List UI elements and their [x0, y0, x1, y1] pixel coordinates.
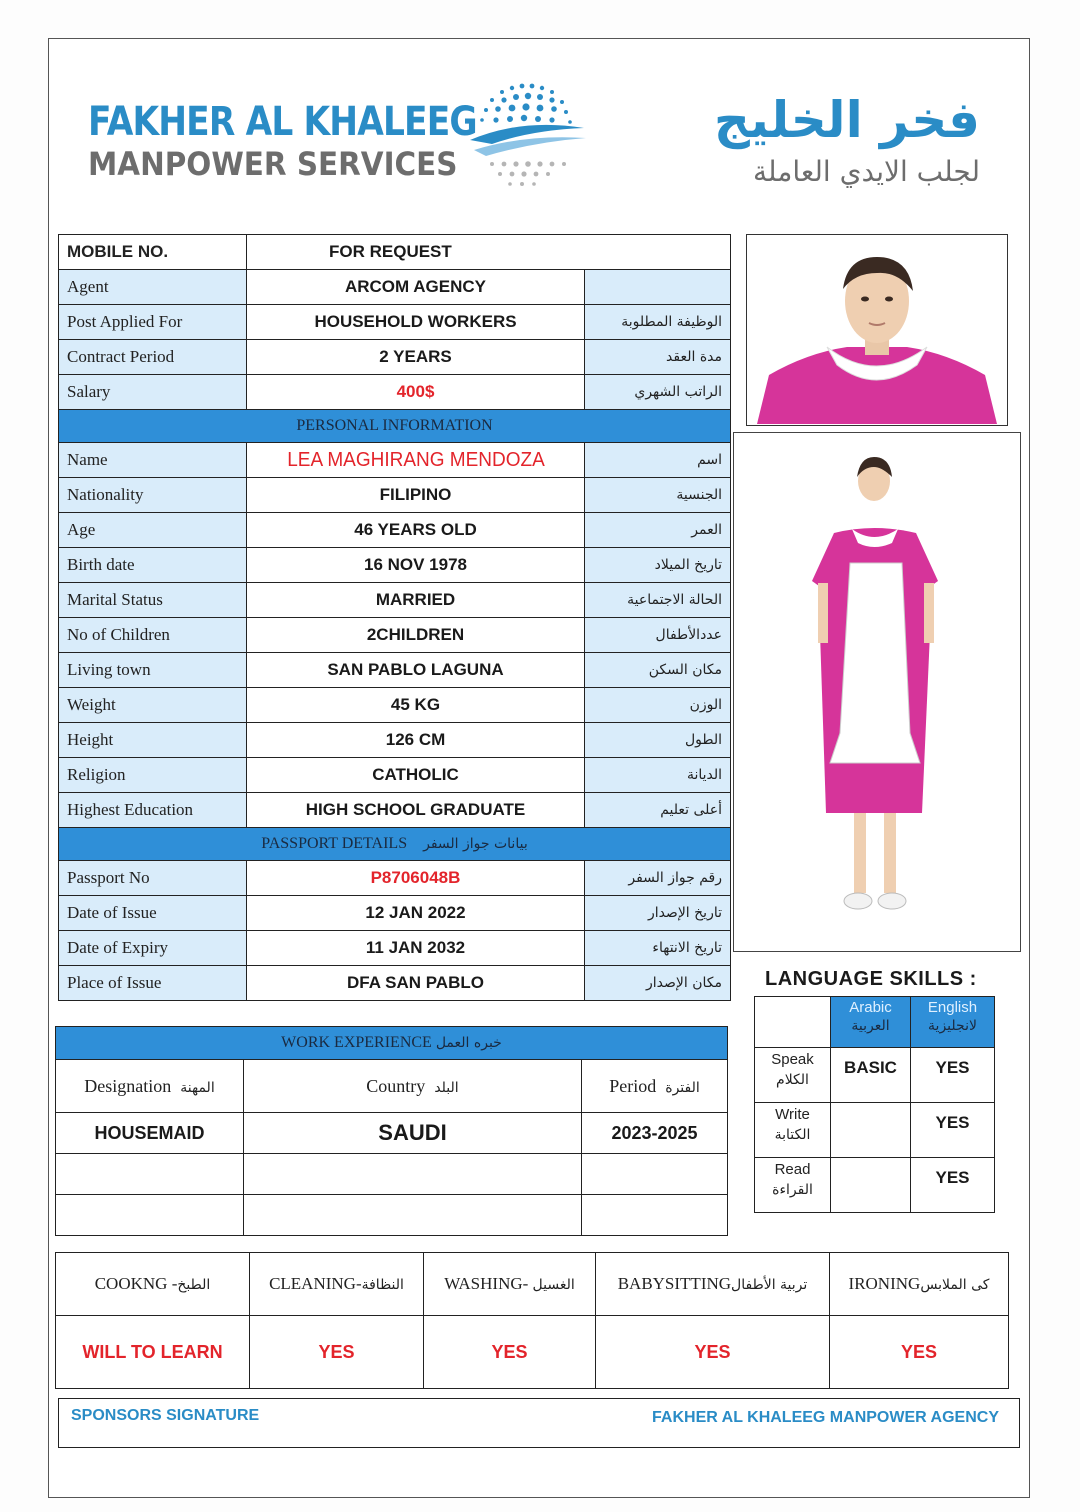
- empty-cell: [582, 1154, 728, 1195]
- passport-number-value: P8706048B: [247, 861, 585, 896]
- row-label: Agent: [59, 270, 247, 305]
- skills-table: [55, 1252, 1009, 1389]
- period-value: 2023-2025: [582, 1113, 728, 1154]
- skill-en: CLEANING-: [269, 1274, 362, 1293]
- row-label-arabic: الوظيفة المطلوبة: [585, 305, 731, 340]
- row-label-arabic: تاريخ الانتهاء: [585, 931, 731, 966]
- col-en: English: [927, 999, 978, 1016]
- skill-babysitting-value: YES: [596, 1316, 830, 1389]
- work-section-title: [56, 1027, 728, 1060]
- skill-cooking-header: [56, 1253, 250, 1316]
- row-label-arabic: مدة العقد: [585, 340, 731, 375]
- row-label-arabic: الوزن: [585, 688, 731, 723]
- table-row: [59, 618, 731, 653]
- row-value: 16 NOV 1978: [247, 548, 585, 583]
- empty-cell: [56, 1154, 244, 1195]
- row-label: Living town: [59, 653, 247, 688]
- empty-cell: [56, 1195, 244, 1236]
- skill-ar: كى الملابس: [920, 1277, 990, 1293]
- row-value: 126 CM: [247, 723, 585, 758]
- skill-en: BABYSITTING: [617, 1274, 732, 1293]
- row-label-arabic: الحالة الاجتماعية: [585, 583, 731, 618]
- row-label-arabic: الطول: [585, 723, 731, 758]
- speak-arabic-value: BASIC: [831, 1048, 911, 1103]
- row-label: Contract Period: [59, 340, 247, 375]
- row-en: Write: [775, 1106, 810, 1123]
- col-ar: لانجليزية: [928, 1018, 977, 1034]
- table-row: [59, 723, 731, 758]
- passport-section-title: [59, 828, 731, 861]
- table-row: [59, 443, 731, 478]
- read-arabic-value: [831, 1158, 911, 1213]
- row-label: Highest Education: [59, 793, 247, 828]
- skill-cooking-value: WILL TO LEARN: [56, 1316, 250, 1389]
- row-label: Nationality: [59, 478, 247, 513]
- brand-name: FAKHER AL KHALEEG: [88, 99, 477, 145]
- company-logo-icon: [462, 78, 592, 198]
- table-header-row: [755, 997, 995, 1048]
- section-header: [59, 828, 731, 861]
- write-arabic-value: [831, 1103, 911, 1158]
- row-label-arabic: الجنسية: [585, 478, 731, 513]
- row-label: Birth date: [59, 548, 247, 583]
- row-label: Date of Expiry: [59, 931, 247, 966]
- row-label: Age: [59, 513, 247, 548]
- table-row: [755, 1158, 995, 1213]
- header-en: Period: [609, 1075, 657, 1096]
- row-ar: القراءة: [772, 1182, 813, 1198]
- header-ar: المهنة: [180, 1079, 215, 1096]
- row-label-arabic: مكان الإصدار: [585, 966, 731, 1001]
- row-value: HIGH SCHOOL GRADUATE: [247, 793, 585, 828]
- skill-ironing-value: YES: [830, 1316, 1009, 1389]
- row-label: Weight: [59, 688, 247, 723]
- table-header-row: [56, 1060, 728, 1113]
- row-label: Post Applied For: [59, 305, 247, 340]
- skill-en: IRONING: [848, 1274, 921, 1293]
- row-label: Religion: [59, 758, 247, 793]
- full-body-photo: [733, 432, 1021, 952]
- read-english-value: YES: [911, 1158, 995, 1213]
- table-row: [59, 861, 731, 896]
- header-en: Country: [366, 1075, 426, 1096]
- row-value: SAN PABLO LAGUNA: [247, 653, 585, 688]
- skill-en: WASHING-: [444, 1274, 533, 1293]
- table-row: [59, 793, 731, 828]
- speak-english-value: YES: [911, 1048, 995, 1103]
- row-value: 46 YEARS OLD: [247, 513, 585, 548]
- row-label-arabic: أعلى تعليم: [585, 793, 731, 828]
- row-en: Read: [774, 1161, 811, 1178]
- skill-cleaning-header: [250, 1253, 424, 1316]
- passport-title: PASSPORT DETAILS: [261, 835, 408, 852]
- table-row: [59, 340, 731, 375]
- row-label-arabic: [585, 270, 731, 305]
- row-value: FILIPINO: [247, 478, 585, 513]
- row-label-arabic: تاريخ الإصدار: [585, 896, 731, 931]
- table-row: [59, 305, 731, 340]
- language-skills-table: [754, 996, 995, 1213]
- empty-cell: [755, 997, 831, 1048]
- section-header: [56, 1027, 728, 1060]
- row-label-arabic: اسم: [585, 443, 731, 478]
- mobile-value: FOR REQUEST: [247, 235, 731, 270]
- table-row: [56, 1113, 728, 1154]
- speak-label: [755, 1048, 831, 1103]
- skill-ar: الغسيل: [532, 1277, 575, 1293]
- designation-value: HOUSEMAID: [56, 1113, 244, 1154]
- row-label: Name: [59, 443, 247, 478]
- row-label-arabic: الراتب الشهري: [585, 375, 731, 410]
- table-row: [59, 375, 731, 410]
- table-row: [755, 1048, 995, 1103]
- passport-title-arabic: بيانات جواز السفر: [423, 836, 528, 852]
- english-column-header: [911, 997, 995, 1048]
- portrait-illustration: [747, 235, 1006, 424]
- language-skills-title: LANGUAGE SKILLS :: [765, 968, 977, 990]
- brand-subtitle-arabic: لجلب الايدي العاملة: [753, 155, 980, 188]
- work-experience-table: [55, 1026, 728, 1236]
- skill-washing-value: YES: [424, 1316, 596, 1389]
- row-label: Height: [59, 723, 247, 758]
- table-row: [59, 583, 731, 618]
- table-row: [59, 548, 731, 583]
- row-ar: الكتابة: [774, 1127, 811, 1143]
- write-english-value: YES: [911, 1103, 995, 1158]
- row-label: Date of Issue: [59, 896, 247, 931]
- table-row: [59, 513, 731, 548]
- header-ar: الفترة: [665, 1079, 700, 1096]
- skill-washing-header: [424, 1253, 596, 1316]
- row-value: CATHOLIC: [247, 758, 585, 793]
- row-label-arabic: رقم جواز السفر: [585, 861, 731, 896]
- table-row: [56, 1195, 728, 1236]
- skill-ar: تربية الأطفال: [731, 1277, 808, 1293]
- info-table: [58, 234, 731, 1001]
- mobile-label: MOBILE NO.: [59, 235, 247, 270]
- row-ar: الكلام: [776, 1072, 809, 1088]
- table-row: [59, 478, 731, 513]
- table-row: [59, 688, 731, 723]
- skill-ar: الطبخ: [177, 1277, 211, 1293]
- portrait-photo: [746, 234, 1008, 426]
- read-label: [755, 1158, 831, 1213]
- table-row: [56, 1154, 728, 1195]
- row-value: DFA SAN PABLO: [247, 966, 585, 1001]
- brand-name-arabic: فخر الخليج: [713, 91, 980, 149]
- row-label: Place of Issue: [59, 966, 247, 1001]
- table-row: [59, 235, 731, 270]
- table-row: [59, 931, 731, 966]
- skill-en: COOKNG -: [94, 1274, 178, 1293]
- full-body-illustration: [734, 433, 1019, 950]
- row-value: HOUSEHOLD WORKERS: [247, 305, 585, 340]
- country-value: SAUDI: [244, 1113, 582, 1154]
- country-header: [244, 1060, 582, 1113]
- write-label: [755, 1103, 831, 1158]
- row-value: ARCOM AGENCY: [247, 270, 585, 305]
- row-value: 2CHILDREN: [247, 618, 585, 653]
- empty-cell: [244, 1154, 582, 1195]
- row-label-arabic: تاريخ الميلاد: [585, 548, 731, 583]
- table-row: [59, 270, 731, 305]
- col-ar: العربية: [851, 1018, 890, 1034]
- row-label-arabic: العمر: [585, 513, 731, 548]
- empty-cell: [244, 1195, 582, 1236]
- brand-subtitle: MANPOWER SERVICES: [88, 145, 458, 183]
- name-value: LEA MAGHIRANG MENDOZA: [255, 443, 576, 478]
- table-header-row: [56, 1253, 1009, 1316]
- row-label: No of Children: [59, 618, 247, 653]
- table-row: [56, 1316, 1009, 1389]
- section-header: [59, 410, 731, 443]
- row-value: 11 JAN 2032: [247, 931, 585, 966]
- skill-ironing-header: [830, 1253, 1009, 1316]
- row-label: Salary: [59, 375, 247, 410]
- row-label-arabic: عددالأطفال: [585, 618, 731, 653]
- sponsor-signature-label: SPONSORS SIGNATURE: [71, 1407, 260, 1424]
- agency-signature-label: FAKHER AL KHALEEG MANPOWER AGENCY: [652, 1409, 999, 1426]
- salary-value: 400$: [247, 375, 585, 410]
- row-value: 12 JAN 2022: [247, 896, 585, 931]
- personal-info-title: PERSONAL INFORMATION: [59, 410, 731, 443]
- header-en: Designation: [84, 1075, 172, 1096]
- signature-footer: [58, 1398, 1020, 1448]
- skill-ar: النظافة: [361, 1277, 404, 1293]
- row-label-arabic: مكان السكن: [585, 653, 731, 688]
- row-value: 45 KG: [247, 688, 585, 723]
- work-title: WORK EXPERIENCE: [281, 1034, 432, 1051]
- skill-babysitting-header: [596, 1253, 830, 1316]
- row-value: 2 YEARS: [247, 340, 585, 375]
- table-row: [59, 966, 731, 1001]
- table-row: [755, 1103, 995, 1158]
- period-header: [582, 1060, 728, 1113]
- arabic-column-header: [831, 997, 911, 1048]
- designation-header: [56, 1060, 244, 1113]
- skill-cleaning-value: YES: [250, 1316, 424, 1389]
- row-en: Speak: [771, 1051, 814, 1068]
- row-value: MARRIED: [247, 583, 585, 618]
- table-row: [59, 653, 731, 688]
- table-row: [59, 758, 731, 793]
- brand-arabic: [600, 88, 980, 192]
- row-label: Marital Status: [59, 583, 247, 618]
- row-label: Passport No: [59, 861, 247, 896]
- empty-cell: [582, 1195, 728, 1236]
- row-label-arabic: الديانة: [585, 758, 731, 793]
- col-en: Arabic: [849, 999, 892, 1016]
- table-row: [59, 896, 731, 931]
- header-ar: البلد: [434, 1079, 459, 1096]
- work-title-arabic: خبره العمل: [435, 1035, 502, 1051]
